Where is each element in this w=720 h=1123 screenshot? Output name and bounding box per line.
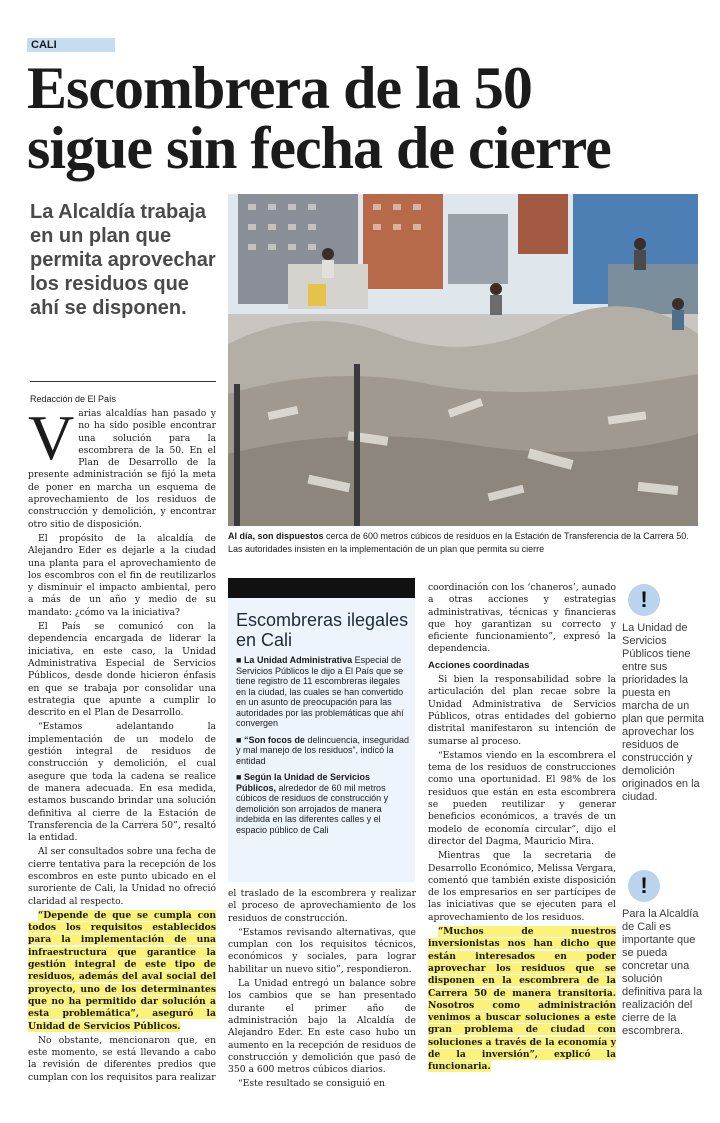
highlight: “Depende de que se cumpla con todos los requisitos establecidos para la implementación de una infraestructura que garantice la gestión integral de este tipo de residuos, además del aval social del proyecto, uno de los determinantes que no ha permitido dar solución a esta problemática”, aseguró la Unidad de Servicios Públicos. — [28, 909, 216, 1032]
dropcap: V — [28, 402, 75, 473]
box-list-item: ■ “Son focos de delincuencia, inseguridad y mal manejo de los residuos”, indicó la entidad — [236, 734, 410, 766]
paragraph: El País se comunicó con la dependencia encargada de liderar la iniciativa, en este caso, la Unidad Administrativa Especial de Servicios Públicos, desde donde hicieron énfasis en que se trabaja por consolidar una estrategia que apunte a cumplir lo descrito en el Plan de Desarrollo. — [28, 621, 216, 719]
paragraph: “Este resultado se consiguió en — [238, 1078, 385, 1090]
article-column-3 — [428, 582, 616, 1076]
caption-lead: Al día, son dispuestos — [228, 531, 324, 541]
box-list-item: ■ Según la Unidad de Servicios Públicos, alrededor de 60 mil metros cúbicos de residuos de construcción y demolición son arrojados de manera indebida en las diferentes calles y el espacio público de Cali — [236, 772, 389, 835]
paragraph: coordinación con los ‘chaneros’, aunado a otras acciones y estrategias administrativas, técnicas y financieras que hoy garantizan su correcto y eficiente funcionamiento”, expresó la dependencia. — [428, 582, 616, 655]
paragraph: No obstante, mencionaron que, en este momento, se está llevando a cabo la revisión de diferentes predios que cumplan con los requisitos para realizar — [28, 1034, 216, 1083]
box-title: Escombreras ilegales en Cali — [236, 610, 409, 650]
byline: Redacción de El País — [30, 394, 117, 404]
lede: La Alcaldía trabaja en un plan que permita aprovechar los residuos que ahí se disponen. — [30, 201, 216, 319]
box-list-item: ■ La Unidad Administrativa Especial de Servicios Públicos le dijo a El País que se tiene registro de 11 escombreras ilegales en la ciudad, las cuales se han convertido en un asunto de preocupación para las autoridades por las problemáticas que ahí convergen — [236, 655, 404, 728]
exclamation-icon: ! — [628, 584, 660, 616]
side-note-2: Para la Alcaldía de Cali es importante que se pueda concretar una solución definitiva para la realización del cierre de la escombrera. — [622, 908, 703, 1037]
highlighted-quote — [428, 926, 616, 1074]
paragraph: Si bien la responsabilidad sobre la articulación del plan recae sobre la Unidad Administrativa de Servicios Públicos, otras entidades del gobierno distrital manifestaron su intención de sumarse al proceso. — [428, 674, 616, 747]
landfill-photo-illustration — [228, 194, 698, 526]
paragraph: arias alcaldías han pasado y no ha sido posible encontrar una solución para la escombrera de la 50. En el Plan de Desarrollo de la presente administración se fijó la meta de poner en marcha un esquema de aprovechamiento de los residuos de construcción y demolición, y encontrar otro sitio de disposición. — [28, 408, 216, 530]
subheading: Acciones coordinadas — [428, 659, 530, 671]
headline-line-2: sigue sin fecha de cierre — [27, 115, 611, 181]
box-item-lead: La Unidad Administrativa — [243, 655, 353, 665]
paragraph: El propósito de la alcaldía de Alejandro Eder es dejarle a la ciudad una planta para el aprovechamiento de los escombros con el fin de reutilizarlos y disminuir el impacto ambiental, pero a más de un año y medio de su mandato: ¿cómo va la iniciativa? — [28, 532, 216, 618]
headline — [27, 55, 707, 181]
paragraph: Al ser consultados sobre una fecha de cierre tentativa para la recepción de los escombros en este punto ubicado en el suroriente de Cali, la Unidad no ofreció claridad al respecto. — [28, 846, 216, 907]
paragraph: “Estamos adelantando la implementación de un modelo de gestión integral de residuos de construcción y demolición, el cual asegure que toda la cadena se realice de manera adecuada. En esa medida, estamos buscando brindar una solución definitiva al cierre de la Estación de Transferencia de la Carrera 50”, resaltó la entidad. — [28, 721, 216, 844]
article-column-2 — [228, 888, 416, 1093]
paragraph: La Unidad entregó un balance sobre los cambios que se han presentado durante el primer año de administración bajo la Alcaldía de Alejandro Eder. En este caso hubo un aumento en la recepción de residuos de construcción y demolición que pasó de 350 a 600 metros cúbicos diarios. — [228, 978, 416, 1076]
exclamation-icon: ! — [628, 870, 660, 902]
caption-text: cerca de 600 metros cúbicos de residuos en la Estación de Transferencia de la Carrera 50. Las autoridades insisten en la implementación de un plan que permita su cierre — [228, 531, 689, 554]
article-column-1 — [28, 402, 216, 1086]
article-photo — [228, 194, 698, 526]
box-header-bar — [228, 578, 415, 598]
headline-line-1: Escombrera de la 50 — [27, 55, 532, 121]
box-list — [236, 655, 410, 841]
box-item-lead: Según la Unidad de Servicios Públicos, — [236, 772, 370, 793]
section-tag: CALI — [27, 38, 115, 52]
box-item-lead: “Son focos de — [243, 734, 305, 745]
side-note-1: La Unidad de Servicios Públicos tiene entre sus prioridades la puesta en marcha de un plan que permita aprovechar los residuos de construcción y demolición originados en la ciudad. — [622, 622, 704, 803]
box-item-text: delincuencia, inseguridad y mal manejo de los residuos”, indicó la entidad — [236, 734, 410, 766]
highlight: “Muchos de nuestros inversionistas nos han dicho que están interesados en poder aprovechar los residuos que se disponen en la escombrera de la Carrera 50 de manera transitoria. Nosotros como administración venimos a buscar soluciones a este gran problema de ciudad con soluciones a través de la economía y de la inversión”, explicó la funcionaria. — [428, 926, 616, 1073]
divider — [30, 381, 216, 382]
paragraph: el traslado de la escombrera y realizar el proceso de aprovechamiento de los residuos de construcción. — [228, 888, 416, 924]
box-item-text: Especial de Servicios Públicos le dijo a El País que se tiene registro de 11 escombreras ilegales en la ciudad, las cuales se han convertido en un asunto de preocupación para las autoridades por las problemáticas que ahí convergen — [236, 655, 404, 728]
highlighted-quote — [28, 910, 216, 1033]
paragraph: “Estamos revisando alternativas, que cumplan con los requisitos técnicos, económicos y sociales, para lograr habilitar un nuevo sitio”, respondieron. — [228, 926, 416, 975]
box-item-text: alrededor de 60 mil metros cúbicos de residuos de construcción y demolición son arrojados de manera indebida en las diferentes calles y el espacio público de Cali — [236, 782, 389, 835]
paragraph: Mientras que la secretaria de Desarrollo Económico, Melissa Vergara, comentó que también existe disposición de los empresarios en ser partícipes de las iniciativas que se ejecuten para el aprovechamiento de los residuos. — [428, 850, 616, 923]
paragraph: “Estamos viendo en la escombrera el tema de los residuos de construcciones como una oportunidad. El 98% de los residuos que están en esta escombrera se pueden reutilizar y generar beneficios económicos, a través de un modelo de economía circular”, dijo el director del Dagma, Mauricio Mira. — [428, 749, 616, 847]
photo-caption — [228, 530, 700, 556]
